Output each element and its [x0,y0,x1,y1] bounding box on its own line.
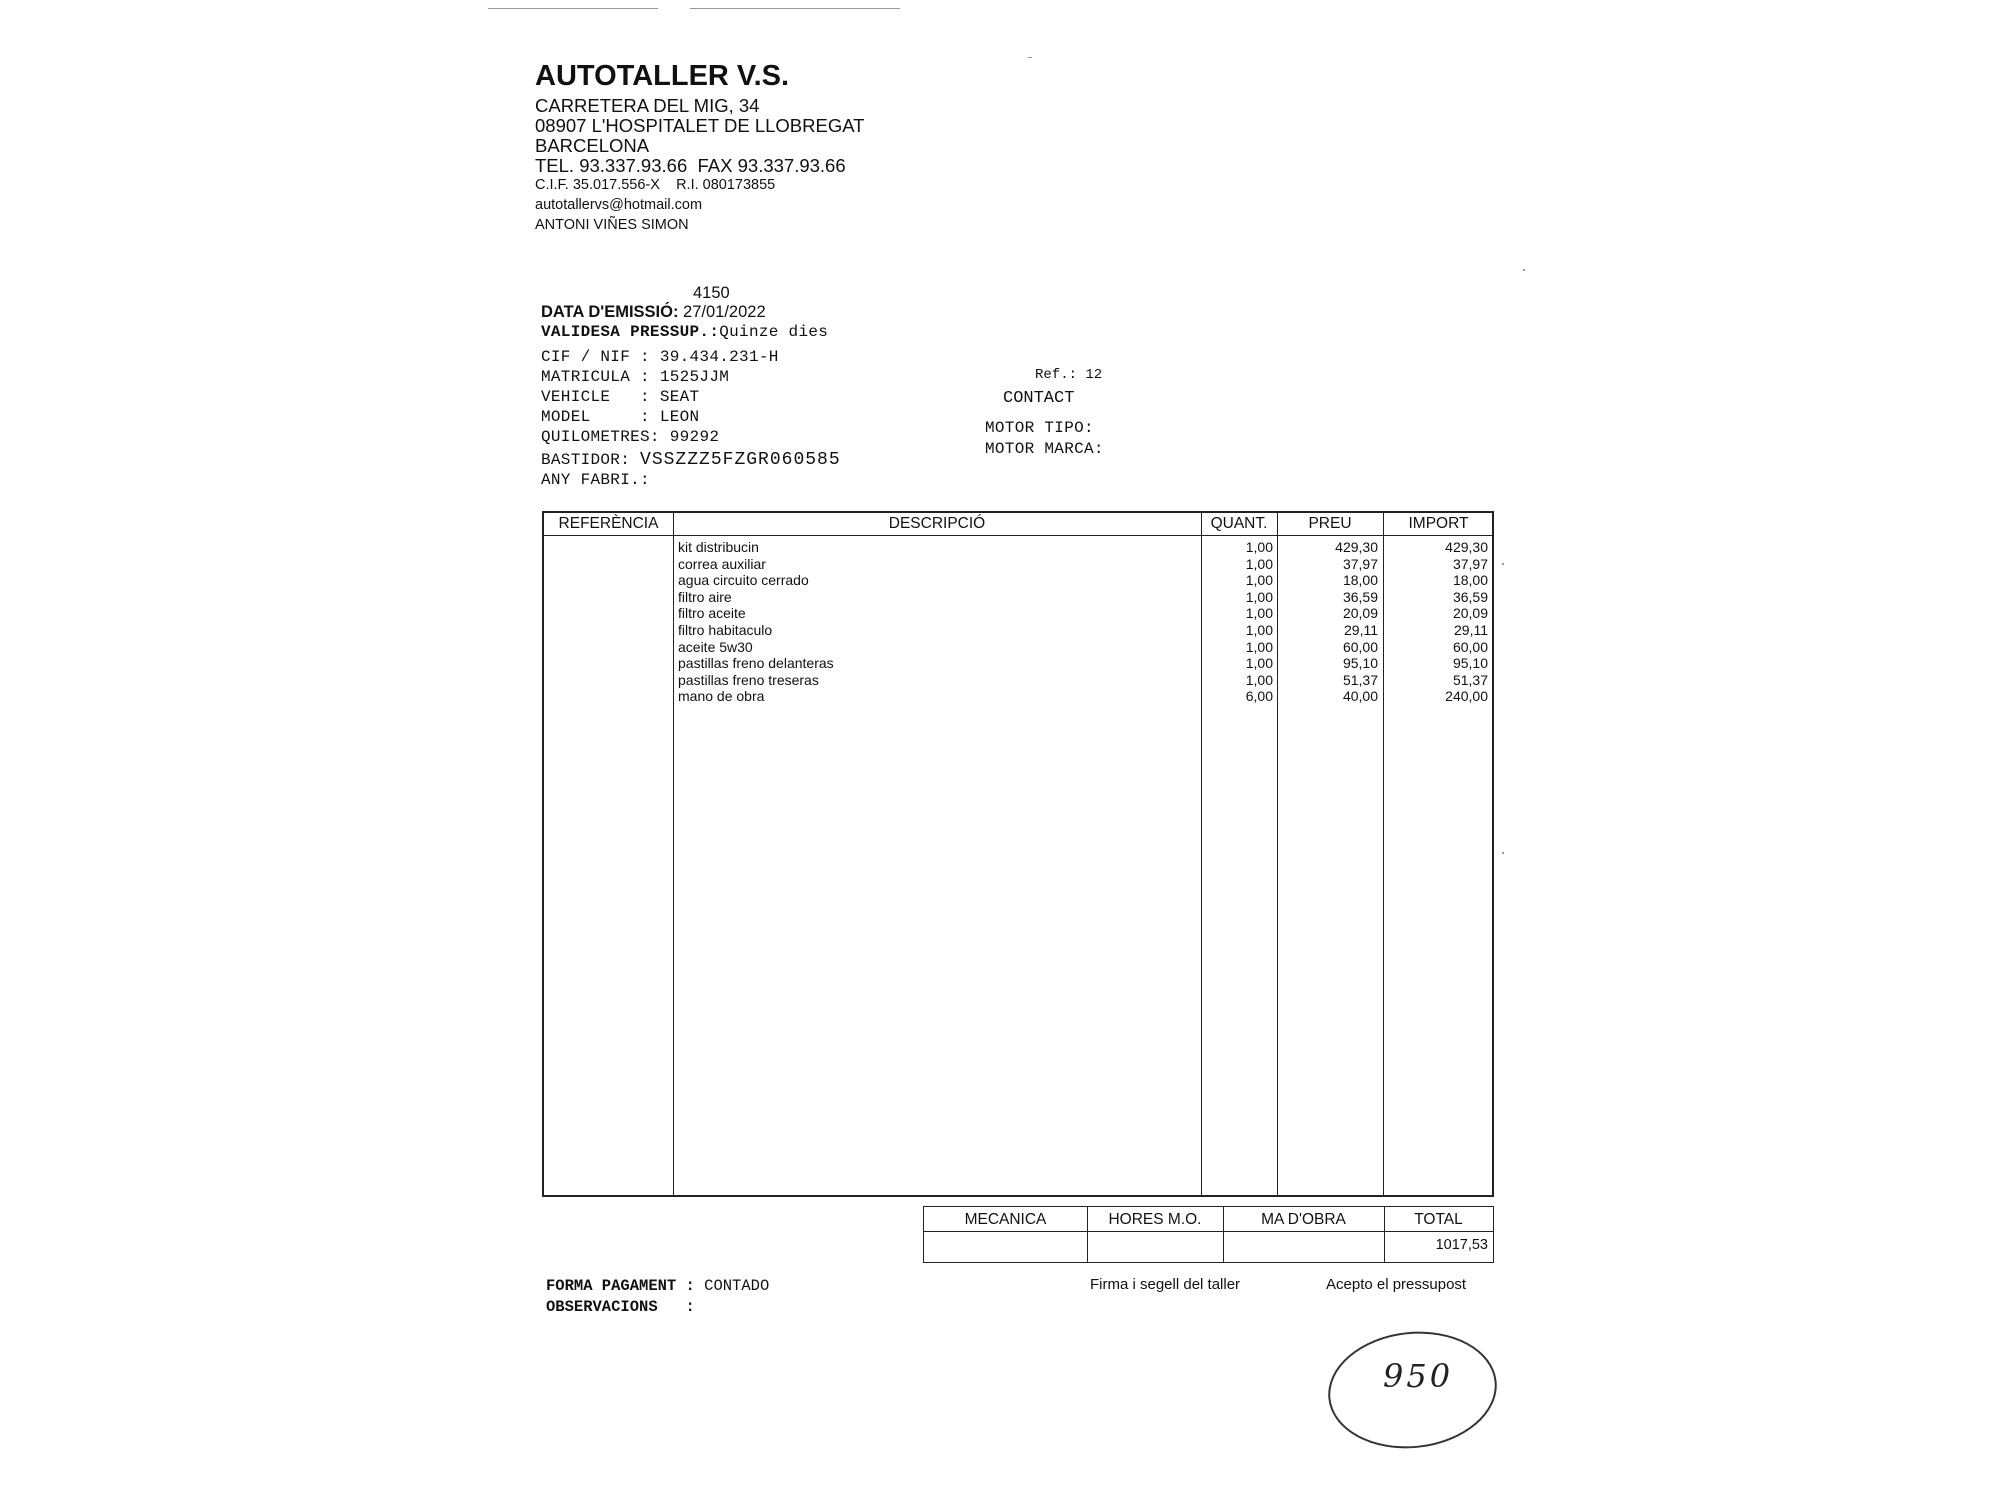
hours-label: HORES M.O. [1108,1211,1202,1228]
table-row-price: 29,11 [1344,621,1378,638]
model-value: LEON [659,408,700,426]
table-row-description: filtro aire [678,588,732,605]
table-row-quantity: 1,00 [1245,671,1273,688]
cif-label: CIF / NIF : [541,348,650,366]
year-line: ANY FABRI.: [541,471,650,489]
table-row-quantity: 1,00 [1245,588,1273,605]
table-row-description: pastillas freno delanteras [678,655,834,672]
table-row-price: 36,59 [1342,588,1378,605]
document-number: 4150 [693,284,730,302]
table-row-description: filtro aceite [678,605,746,622]
validity-value: Quinze dies [719,323,829,341]
table-row-price: 60,00 [1342,638,1378,655]
payment-label: FORMA PAGAMENT : [546,1277,695,1295]
table-header-divider [544,535,1492,536]
km-value: 99292 [669,428,720,446]
table-row-amount: 51,37 [1452,671,1488,688]
table-row-description: pastillas freno treseras [678,671,819,688]
total-value: 1017,53 [1435,1237,1488,1253]
labour-label: MA D'OBRA [1261,1211,1346,1228]
vehicle-line [541,388,699,406]
validity-line [541,323,828,341]
description-column [678,539,1188,705]
table-row-amount: 18,00 [1452,572,1488,589]
table-row-price: 51,37 [1342,671,1378,688]
company-phone-fax [535,155,846,177]
table-row-description: agua circuito cerrado [678,572,809,589]
notes-label: OBSERVACIONS : [546,1298,695,1316]
table-row-quantity: 1,00 [1245,655,1273,672]
totals-box [923,1206,1494,1263]
scan-mark [1523,269,1525,271]
table-row-amount: 20,09 [1452,605,1488,622]
table-row-quantity: 1,00 [1245,638,1273,655]
table-row-quantity: 1,00 [1245,539,1273,555]
table-row-description: aceite 5w30 [678,638,753,655]
company-owner: ANTONI VIÑES SIMON [535,217,689,233]
chassis-label: BASTIDOR: [541,451,631,469]
company-ri: R.I. 080173855 [676,177,776,193]
table-row-description: filtro habitaculo [678,621,773,638]
signature-workshop: Firma i segell del taller [1090,1276,1241,1293]
vehicle-label: VEHICLE : [541,388,650,406]
header-price: PREU [1308,515,1352,532]
table-row-price: 40,00 [1342,688,1378,705]
company-cif: C.I.F. 35.017.556-X [535,177,660,193]
scan-mark [1028,57,1032,58]
payment-line [546,1277,769,1295]
table-row-description: correa auxiliar [678,555,766,572]
model-line [541,408,699,426]
company-registration [535,177,775,193]
table-row-description: kit distribucin [678,539,759,555]
table-row-price: 429,30 [1335,539,1378,555]
issue-date-value: 27/01/2022 [683,303,766,321]
table-row-amount: 429,30 [1445,539,1488,555]
header-quantity: QUANT. [1210,515,1268,532]
table-row-amount: 29,11 [1454,621,1488,638]
header-description: DESCRIPCIÓ [888,515,986,532]
issue-date-line [541,303,766,322]
table-row-quantity: 6,00 [1245,688,1273,705]
vehicle-value: SEAT [659,388,700,406]
column-divider [673,513,674,1195]
header-reference: REFERÈNCIA [558,515,659,532]
price-column [1277,539,1378,705]
company-email: autotallervs@hotmail.com [535,197,703,213]
company-name: AUTOTALLER V.S. [535,60,790,92]
ref-label: Ref.: 12 [1035,367,1103,383]
header-amount: IMPORT [1408,515,1469,532]
plate-line [541,368,729,386]
cif-value: 39.434.231-H [659,348,779,366]
table-row-quantity: 1,00 [1245,555,1273,572]
table-row-price: 37,97 [1342,555,1378,572]
table-row-quantity: 1,00 [1245,621,1273,638]
handwritten-note: 950 [1383,1357,1454,1395]
quantity-column [1201,539,1273,705]
signature-acceptance: Acepto el pressupost [1326,1276,1467,1293]
model-label: MODEL : [541,408,650,426]
table-row-amount: 36,59 [1452,588,1488,605]
km-label: QUILOMETRES: [541,428,660,446]
table-row-amount: 60,00 [1452,638,1488,655]
totals-header-divider [924,1231,1493,1232]
company-province: BARCELONA [535,135,650,156]
table-row-price: 95,10 [1342,655,1378,672]
chassis-line [541,450,841,470]
company-fax: FAX 93.337.93.66 [697,155,846,176]
validity-label: VALIDESA PRESSUP.: [541,323,720,341]
scan-mark [1502,563,1504,565]
company-city: 08907 L'HOSPITALET DE LLOBREGAT [535,115,865,136]
scan-mark [488,8,658,9]
payment-value: CONTADO [704,1277,770,1295]
engine-brand-label: MOTOR MARCA: [985,440,1104,458]
km-line [541,428,719,446]
table-row-quantity: 1,00 [1245,572,1273,589]
table-row-price: 18,00 [1342,572,1378,589]
cif-line [541,348,779,366]
contact-label: CONTACT [1003,389,1075,408]
table-row-amount: 37,97 [1452,555,1488,572]
table-row-price: 20,09 [1342,605,1378,622]
table-row-amount: 95,10 [1452,655,1488,672]
company-street: CARRETERA DEL MIG, 34 [535,95,760,116]
table-row-description: mano de obra [678,688,765,705]
engine-type-label: MOTOR TIPO: [985,419,1094,437]
plate-value: 1525JJM [659,368,730,386]
scan-mark [690,8,900,9]
company-phone: TEL. 93.337.93.66 [535,155,688,176]
amount-column [1383,539,1488,705]
scan-mark [1502,852,1504,854]
table-row-quantity: 1,00 [1245,605,1273,622]
total-label: TOTAL [1414,1211,1463,1228]
plate-label: MATRICULA : [541,368,650,386]
issue-date-label: DATA D'EMISSIÓ: [541,303,679,321]
chassis-value: VSSZZZ5FZGR060585 [640,450,841,470]
table-row-amount: 240,00 [1445,688,1488,705]
mechanic-label: MECANICA [964,1211,1047,1228]
items-table [542,511,1494,1197]
